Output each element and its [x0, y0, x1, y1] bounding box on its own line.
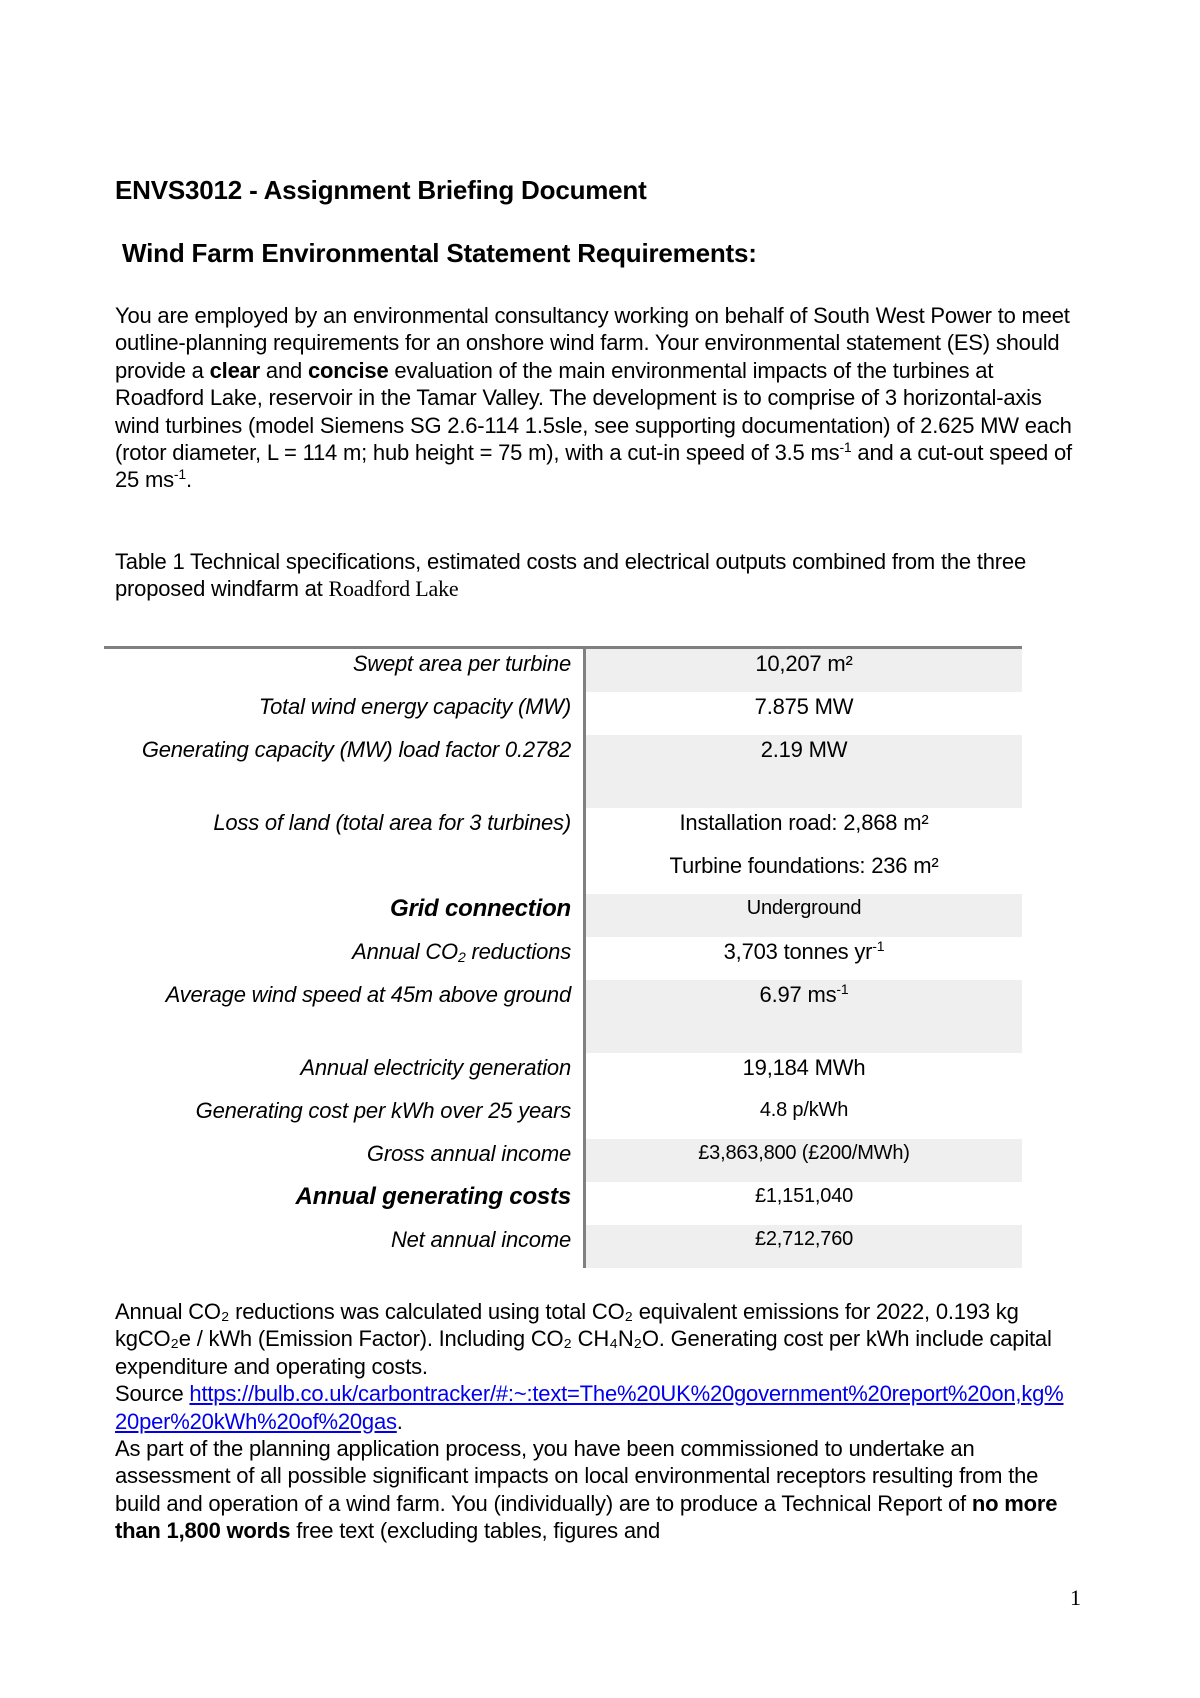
row-value: 4.8 p/kWh	[759, 1099, 849, 1121]
row-label: Gross annual income	[104, 1139, 585, 1182]
spec-table	[104, 646, 1022, 1268]
caption-place: Roadford Lake	[328, 576, 459, 602]
table-row	[104, 894, 1022, 937]
intro-text-3: evaluation of the main environmental impacts of the turbines at Roadford Lake, reservoir in the Tamar Valley. The development is to comprise of 3 horizontal-axis wind turbines (model Siemens SG 2.6-114 1.5sle, see supporting documentation) of 2.625 MW each (rotor diameter, L = 114 m; hub height = 75 m), with a cut-in speed of 3.5 ms	[115, 357, 1072, 466]
row-label: Swept area per turbine	[104, 648, 585, 693]
notes-paragraph	[115, 1298, 1075, 1545]
row-label	[104, 937, 585, 980]
label-part: reductions	[465, 939, 571, 964]
row-label: Generating cost per kWh over 25 years	[104, 1096, 585, 1139]
row-label: Annual generating costs	[104, 1182, 585, 1225]
row-label: Total wind energy capacity (MW)	[104, 692, 585, 735]
table-row	[104, 648, 1022, 693]
assessment-text-1: As part of the planning application process, you have been commissioned to undertake an assessment of all possible significant impacts on local environmental receptors resulting from the build and operation of a wind farm. You (individually) are to produce a Technical Report of	[115, 1436, 1039, 1516]
intro-text-1: You are employed by an environmental consultancy working on behalf of South West Power to meet outline-planning requirements for an onshore wind farm. Your environmental statement (ES) should provide a	[115, 303, 1070, 383]
table-row	[104, 1096, 1022, 1139]
value-part: 6.97 ms	[759, 982, 837, 1007]
notes-assessment	[115, 1435, 1075, 1545]
row-value: £2,712,760	[585, 1225, 1023, 1268]
row-value: 7.875 MW	[754, 694, 854, 719]
value-sup: -1	[836, 981, 849, 997]
intro-sup-1: -1	[839, 439, 852, 456]
table-row	[104, 1225, 1022, 1268]
row-value-line-1: Installation road: 2,868 m²	[679, 810, 929, 835]
row-value-multi	[585, 808, 1023, 894]
table-row	[104, 735, 1022, 808]
intro-paragraph	[115, 302, 1075, 494]
table-row	[104, 692, 1022, 735]
row-value: 19,184 MWh	[742, 1055, 866, 1080]
table-row	[104, 808, 1022, 894]
caption-text: Table 1 Technical specifications, estimated costs and electrical outputs combined from the three proposed windfarm at	[115, 549, 1026, 602]
row-value: £3,863,800 (£200/MWh)	[585, 1139, 1023, 1182]
row-label: Average wind speed at 45m above ground	[104, 980, 585, 1053]
row-value: 10,207 m²	[585, 648, 1023, 693]
intro-bold-concise: concise	[307, 357, 389, 383]
table-row	[104, 1182, 1022, 1225]
row-label: Grid connection	[104, 894, 585, 937]
source-label: Source	[115, 1381, 190, 1407]
notes-source	[115, 1380, 1075, 1435]
intro-text-2: and	[260, 357, 308, 383]
row-label: Annual electricity generation	[104, 1053, 585, 1096]
table-row	[104, 937, 1022, 980]
row-value: £1,151,040	[754, 1185, 854, 1207]
row-value	[585, 937, 1023, 980]
row-value: Underground	[585, 894, 1023, 937]
assessment-word-limit: no more than 1,800 words	[115, 1490, 1058, 1544]
table-row	[104, 1053, 1022, 1096]
source-link[interactable]: https://bulb.co.uk/carbontracker/#:~:text=The%20UK%20government%20report%20on,kg%20per%20kWh%20of%20gas	[115, 1381, 1064, 1434]
table-row	[104, 980, 1022, 1053]
intro-bold-clear: clear	[209, 357, 261, 383]
page-number: 1	[1070, 1585, 1081, 1610]
label-part: Annual CO	[352, 939, 458, 964]
row-value-line-2: Turbine foundations: 236 m²	[669, 853, 939, 878]
value-sup: -1	[872, 938, 885, 954]
table-row	[104, 1139, 1022, 1182]
row-value	[585, 980, 1023, 1053]
intro-text-4: and a cut-out speed of 25 ms	[115, 440, 1072, 493]
intro-text-5: .	[185, 467, 192, 493]
document-subtitle: Wind Farm Environmental Statement Requirements:	[122, 238, 757, 268]
value-part: 3,703 tonnes yr	[723, 939, 873, 964]
assessment-text-2: free text (excluding tables, figures and	[290, 1518, 660, 1544]
label-sub: 2	[457, 949, 466, 965]
row-label: Generating capacity (MW) load factor 0.2782	[104, 735, 585, 808]
document-title: ENVS3012 - Assignment Briefing Document	[115, 175, 647, 205]
row-value: 2.19 MW	[585, 735, 1023, 808]
table-caption	[115, 548, 1075, 603]
source-end: .	[396, 1408, 403, 1434]
intro-sup-2: -1	[173, 466, 186, 483]
row-label: Loss of land (total area for 3 turbines)	[104, 808, 585, 894]
row-label: Net annual income	[104, 1225, 585, 1268]
notes-emissions: Annual CO₂ reductions was calculated using total CO₂ equivalent emissions for 2022, 0.193 kg kgCO₂e / kWh (Emission Factor). Including CO₂ CH₄N₂O. Generating cost per kWh include capital expenditure and operating costs.	[115, 1299, 1052, 1379]
